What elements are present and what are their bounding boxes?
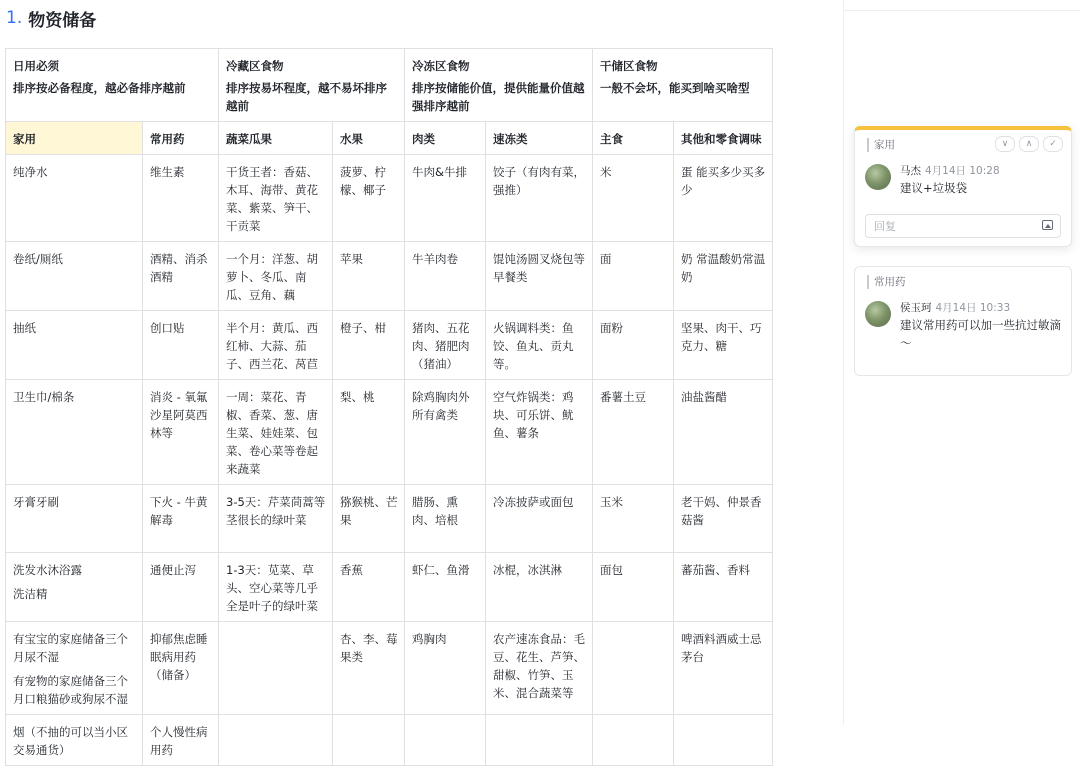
table-cell[interactable]	[6, 242, 143, 311]
table-cell[interactable]	[593, 155, 674, 242]
author-name: 马杰	[900, 165, 921, 177]
reply-box[interactable]	[865, 214, 1061, 238]
table-cell[interactable]	[219, 553, 333, 622]
comment-author	[900, 300, 1010, 315]
cell-text: 番薯土豆	[600, 390, 646, 404]
table-row	[6, 242, 773, 311]
group-title: 日用必须	[13, 59, 59, 73]
table-cell[interactable]	[405, 242, 486, 311]
column-header[interactable]	[143, 122, 219, 155]
table-cell[interactable]	[219, 311, 333, 380]
group-desc: 排序按储能价值，提供能量价值越强排序越前	[412, 81, 585, 113]
group-title: 冷冻区食物	[412, 59, 470, 73]
table-cell[interactable]	[219, 155, 333, 242]
comment-time: 4月14日 10:28	[925, 165, 1000, 177]
cell-text: 火锅调料类：鱼饺、鱼丸、贡丸等。	[493, 321, 574, 371]
cell-text: 纯净水	[13, 165, 48, 179]
column-header-label: 常用药	[150, 132, 185, 146]
cell-text: 1-3天：苋菜、草头、空心菜等几乎全是叶子的绿叶菜	[226, 563, 318, 613]
panel-divider	[844, 10, 1080, 11]
resolve-button[interactable]: ✓	[1043, 136, 1063, 152]
cell-text: 有宝宝的家庭储备三个月尿不湿	[13, 632, 128, 664]
comment-anchor-label: 常用药	[867, 275, 906, 289]
column-header[interactable]	[674, 122, 773, 155]
cell-text: 馄饨汤圆叉烧包等早餐类	[493, 252, 585, 284]
cell-text: 猕猴桃、芒果	[340, 495, 398, 527]
prev-comment-button[interactable]: ∧	[1019, 136, 1039, 152]
cell-text: 3-5天：芹菜茼蒿等茎很长的绿叶菜	[226, 495, 326, 527]
cell-text: 抑郁焦虑睡眠病用药（储备）	[150, 632, 208, 682]
cell-text: 奶 常温酸奶常温奶	[681, 252, 766, 284]
column-header-label: 蔬菜瓜果	[226, 132, 272, 146]
group-cell[interactable]	[593, 49, 773, 122]
cell-text: 维生素	[150, 165, 185, 179]
reply-input[interactable]	[866, 215, 1034, 237]
comment-text: 建议+垃圾袋	[900, 181, 968, 195]
avatar[interactable]	[865, 301, 891, 327]
supplies-table-wrapper	[5, 48, 772, 766]
cell-text: 苹果	[340, 252, 363, 266]
cell-text: 干货王者：香菇、木耳、海带、黄花菜、紫菜、笋干、干贡菜	[226, 165, 318, 233]
table-cell[interactable]	[405, 485, 486, 553]
table-cell[interactable]	[593, 311, 674, 380]
comment-author	[900, 163, 1000, 178]
cell-text: 冰棍，冰淇淋	[493, 563, 562, 577]
cell-text: 牙膏牙刷	[13, 495, 59, 509]
comment-panel	[843, 0, 1080, 725]
cell-text: 洗发水沐浴露	[13, 563, 82, 577]
table-cell[interactable]	[674, 155, 773, 242]
table-cell[interactable]	[143, 553, 219, 622]
table-cell[interactable]	[405, 155, 486, 242]
comment-card[interactable]	[854, 266, 1072, 376]
cell-text: 啤酒料酒威士忌茅台	[681, 632, 762, 664]
table-cell[interactable]	[405, 311, 486, 380]
table-cell[interactable]	[219, 380, 333, 485]
column-header-label: 家用	[13, 132, 36, 146]
table-cell[interactable]	[486, 715, 593, 766]
table-row	[6, 553, 773, 622]
heading-number: 1.	[6, 8, 23, 28]
table-row	[6, 311, 773, 380]
cell-text: 除鸡胸肉外所有禽类	[412, 390, 470, 422]
table-cell[interactable]	[143, 242, 219, 311]
image-icon[interactable]	[1042, 220, 1053, 230]
cell-text: 农产速冻食品：毛豆、花生、芦笋、甜椒、竹笋、玉米、混合蔬菜等	[493, 632, 585, 700]
table-cell[interactable]	[333, 380, 405, 485]
table-cell[interactable]	[486, 485, 593, 553]
comment-text: 建议常用药可以加一些抗过敏滴～	[900, 318, 1061, 350]
column-header-label: 主食	[600, 132, 623, 146]
table-cell[interactable]	[6, 485, 143, 553]
table-cell[interactable]	[593, 553, 674, 622]
cell-text: 面粉	[600, 321, 623, 335]
cell-text: 菠萝、柠檬、椰子	[340, 165, 386, 197]
cell-text: 杏、李、莓果类	[340, 632, 398, 664]
cell-text: 半个月：黄瓜、西红柿、大蒜、茄子、西兰花、莴苣	[226, 321, 318, 371]
cell-text: 卷纸/厕纸	[13, 252, 63, 266]
column-header-label: 水果	[340, 132, 363, 146]
cell-text: 橙子、柑	[340, 321, 386, 335]
table-cell[interactable]	[219, 622, 333, 715]
group-header-row	[6, 49, 773, 122]
cell-text: 个人慢性病用药	[150, 725, 208, 757]
table-cell[interactable]	[6, 553, 143, 622]
column-header[interactable]	[486, 122, 593, 155]
table-cell[interactable]	[593, 622, 674, 715]
table-cell[interactable]	[6, 311, 143, 380]
cell-text: 猪肉、五花肉、猪肥肉（猪油）	[412, 321, 470, 371]
cell-text: 面包	[600, 563, 623, 577]
table-cell[interactable]	[6, 622, 143, 715]
table-cell[interactable]	[219, 715, 333, 766]
table-cell[interactable]	[674, 485, 773, 553]
table-cell[interactable]	[6, 380, 143, 485]
table-row	[6, 155, 773, 242]
column-header[interactable]	[6, 122, 143, 155]
cell-text: 鸡胸肉	[412, 632, 447, 646]
table-cell[interactable]	[143, 622, 219, 715]
author-name: 侯玉珂	[900, 302, 932, 314]
table-cell[interactable]	[593, 485, 674, 553]
table-row	[6, 715, 773, 766]
table-row	[6, 380, 773, 485]
group-cell[interactable]	[219, 49, 405, 122]
cell-text: 有宠物的家庭储备三个月口粮猫砂或狗尿不湿	[13, 674, 128, 706]
column-header-label: 速冻类	[493, 132, 528, 146]
table-cell[interactable]	[143, 311, 219, 380]
table-cell[interactable]	[593, 715, 674, 766]
group-title: 干储区食物	[600, 59, 658, 73]
column-header-row	[6, 122, 773, 155]
table-cell[interactable]	[674, 715, 773, 766]
cell-text: 空气炸锅类：鸡块、可乐饼、鱿鱼、薯条	[493, 390, 574, 440]
table-cell[interactable]	[143, 380, 219, 485]
cell-text: 冷冻披萨或面包	[493, 495, 574, 509]
cell-text: 梨、桃	[340, 390, 375, 404]
table-cell[interactable]	[674, 242, 773, 311]
column-header-label: 其他和零食调味	[681, 132, 762, 146]
table-cell[interactable]	[219, 485, 333, 553]
table-cell[interactable]	[6, 715, 143, 766]
table-cell[interactable]	[333, 485, 405, 553]
cell-text: 玉米	[600, 495, 623, 509]
table-row	[6, 485, 773, 553]
table-cell[interactable]	[486, 242, 593, 311]
next-comment-button[interactable]: ∨	[995, 136, 1015, 152]
column-header[interactable]	[219, 122, 333, 155]
cell-text: 腊肠、熏肉、培根	[412, 495, 458, 527]
cell-text: 创口贴	[150, 321, 185, 335]
column-header[interactable]	[333, 122, 405, 155]
table-cell[interactable]	[674, 311, 773, 380]
cell-text: 通便止泻	[150, 563, 196, 577]
comment-anchor-label: 家用	[867, 138, 895, 152]
cell-text: 老干妈、仲景香菇酱	[681, 495, 762, 527]
cell-text: 烟（不抽的可以当小区交易通货）	[13, 725, 128, 757]
table-cell[interactable]	[486, 155, 593, 242]
cell-text: 油盐酱醋	[681, 390, 727, 404]
cell-text: 消炎 - 氧氟沙星阿莫西林等	[150, 390, 208, 440]
table-cell[interactable]	[333, 242, 405, 311]
comment-card-active[interactable]	[854, 126, 1072, 247]
column-header[interactable]	[593, 122, 674, 155]
cell-text: 饺子（有肉有菜，强推）	[493, 165, 585, 197]
table-cell[interactable]	[143, 485, 219, 553]
group-desc: 排序按易坏程度，越不易坏排序越前	[226, 81, 387, 113]
cell-text: 蛋 能买多少买多少	[681, 165, 766, 197]
table-cell[interactable]	[405, 380, 486, 485]
cell-text: 牛羊肉卷	[412, 252, 458, 266]
column-header[interactable]	[405, 122, 486, 155]
supplies-table	[5, 48, 773, 766]
table-cell[interactable]	[6, 155, 143, 242]
table-cell[interactable]	[333, 311, 405, 380]
group-cell[interactable]	[405, 49, 593, 122]
table-cell[interactable]	[143, 715, 219, 766]
cell-text: 卫生巾/棉条	[13, 390, 75, 404]
table-cell[interactable]	[405, 622, 486, 715]
table-cell[interactable]	[405, 553, 486, 622]
cell-text: 抽纸	[13, 321, 36, 335]
cell-text: 坚果、肉干、巧克力、糖	[681, 321, 762, 353]
cell-text: 一个月：洋葱、胡萝卜、冬瓜、南瓜、豆角、藕	[226, 252, 318, 302]
cell-text: 米	[600, 165, 612, 179]
table-cell[interactable]	[219, 242, 333, 311]
table-cell[interactable]	[333, 622, 405, 715]
table-cell[interactable]	[486, 553, 593, 622]
cell-text: 虾仁、鱼滑	[412, 563, 470, 577]
table-cell[interactable]	[674, 553, 773, 622]
table-cell[interactable]	[333, 155, 405, 242]
heading-title: 物资储备	[28, 10, 97, 31]
section-heading	[6, 5, 96, 31]
group-desc: 一般不会坏，能买到啥买啥型	[600, 81, 750, 95]
group-title: 冷藏区食物	[226, 59, 284, 73]
cell-text: 牛肉&牛排	[412, 165, 467, 179]
table-cell[interactable]	[486, 380, 593, 485]
group-cell[interactable]	[6, 49, 219, 122]
table-cell[interactable]	[486, 311, 593, 380]
table-cell[interactable]	[593, 242, 674, 311]
group-desc: 排序按必备程度，越必备排序越前	[13, 81, 186, 95]
avatar[interactable]	[865, 164, 891, 190]
column-header-label: 肉类	[412, 132, 435, 146]
cell-text: 下火 - 牛黄解毒	[150, 495, 208, 527]
cell-text: 洗洁精	[13, 587, 48, 601]
table-cell[interactable]	[143, 155, 219, 242]
comment-actions	[995, 136, 1063, 152]
cell-text: 面	[600, 252, 612, 266]
table-row	[6, 622, 773, 715]
table-cell[interactable]	[333, 553, 405, 622]
cell-text: 蕃茄酱、香料	[681, 563, 750, 577]
table-cell[interactable]	[593, 380, 674, 485]
cell-text: 一周：菜花、青椒、香菜、葱、唐生菜、娃娃菜、包菜、卷心菜等卷起来蔬菜	[226, 390, 318, 476]
cell-text: 酒精、消杀酒精	[150, 252, 208, 284]
table-cell[interactable]	[486, 622, 593, 715]
cell-text: 香蕉	[340, 563, 363, 577]
table-cell[interactable]	[674, 380, 773, 485]
comment-time: 4月14日 10:33	[935, 302, 1011, 314]
table-cell[interactable]	[674, 622, 773, 715]
table-cell[interactable]	[405, 715, 486, 766]
table-cell[interactable]	[333, 715, 405, 766]
